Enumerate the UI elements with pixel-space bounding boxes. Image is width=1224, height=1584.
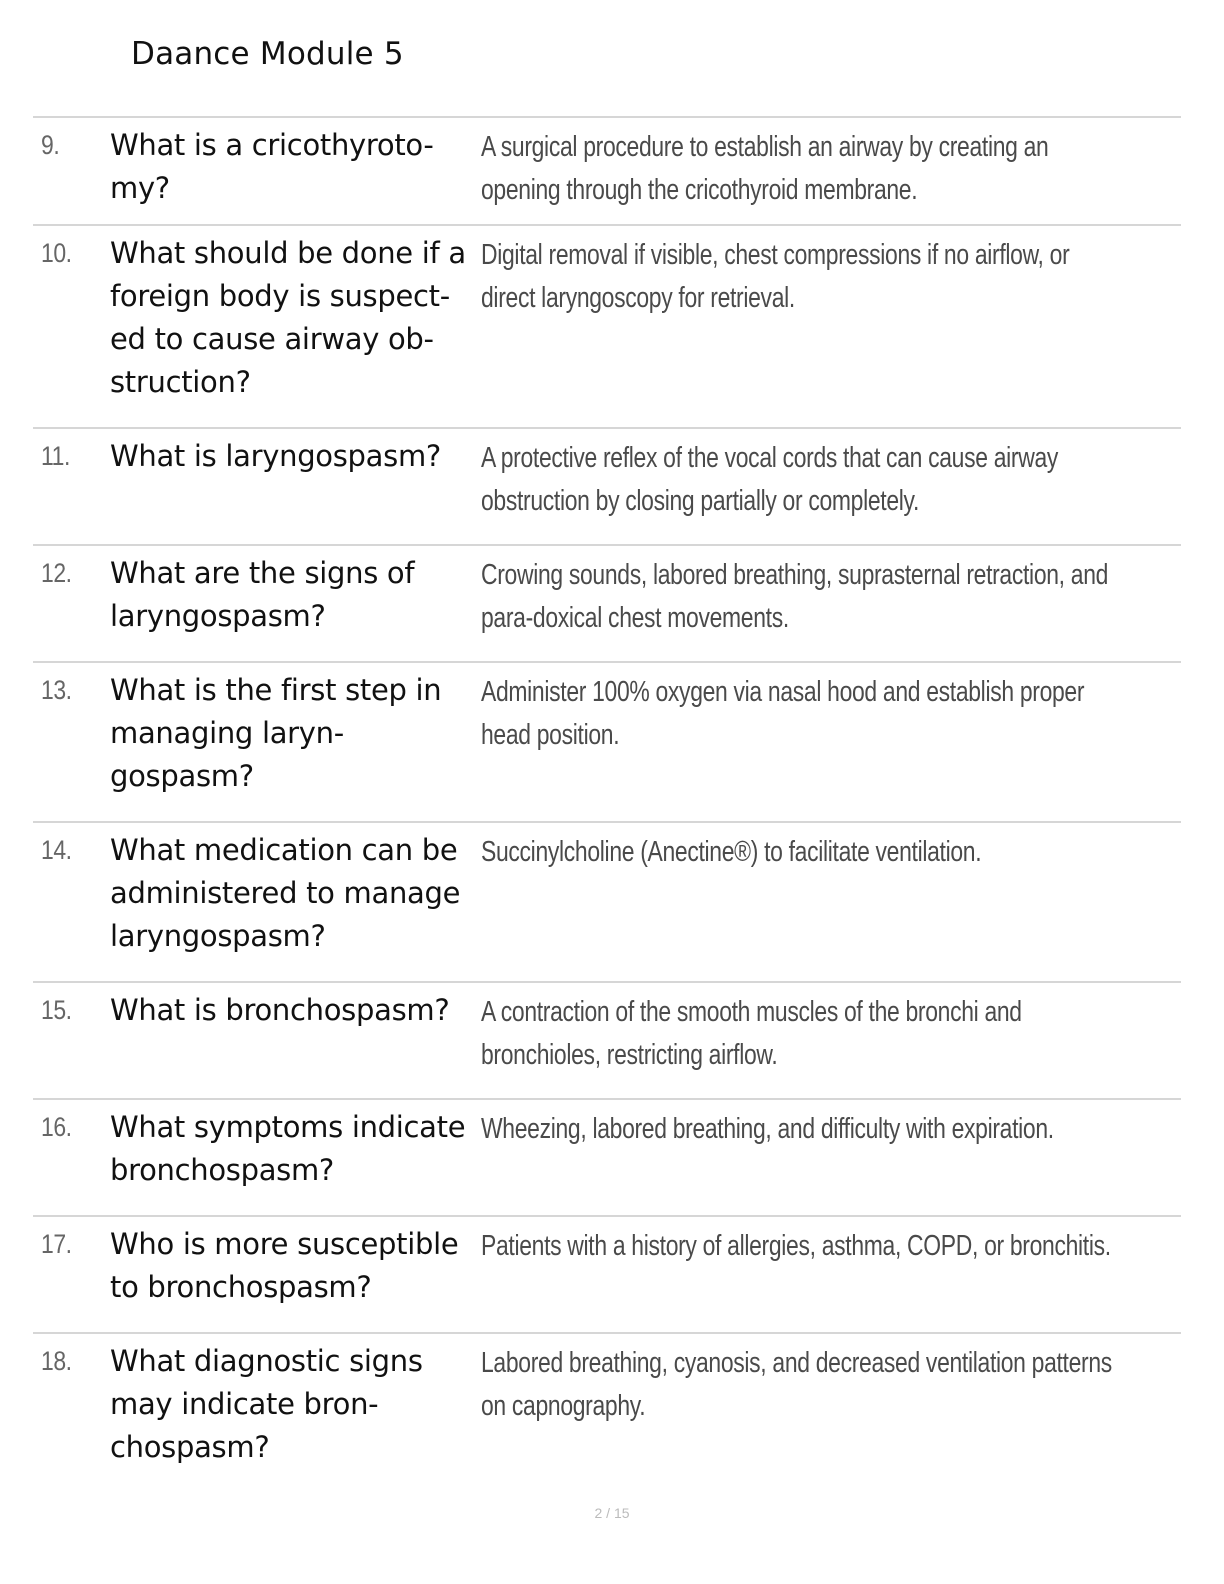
answer-text: Wheezing, labored breathing, and difficulty with expiration. [481, 1113, 1054, 1145]
question-text: What are the signs of laryngospasm? [110, 556, 415, 633]
answer-text: A protective reflex of the vocal cords that can cause airway obstruction by closing partially or completely. [481, 442, 1059, 517]
answer-text: A contraction of the smooth muscles of the bronchi and bronchioles, restricting airflow. [481, 996, 1022, 1071]
answer-text: A surgical procedure to establish an airway by creating an opening through the cricothyroid membrane. [481, 131, 1049, 206]
table-row [33, 983, 1181, 1100]
item-number: 18. [41, 1346, 72, 1376]
question-text: Who is more susceptible to bronchospasm? [110, 1227, 459, 1304]
question-text: What medication can be administered to manage laryngospasm? [110, 833, 461, 953]
question-text: What is bronchospasm? [110, 993, 450, 1027]
item-number: 14. [41, 835, 72, 865]
item-number: 15. [41, 995, 72, 1025]
table-row [33, 823, 1181, 983]
question-text: What diagnostic signs may indicate bron-chospasm? [110, 1344, 423, 1464]
page-number: 2 / 15 [594, 1505, 630, 1521]
question-text: What symptoms indicate bronchospasm? [110, 1110, 466, 1187]
question-text: What is a cricothyroto-my? [110, 128, 434, 205]
answer-text: Digital removal if visible, chest compressions if no airflow, or direct laryngoscopy for retrieval. [481, 239, 1070, 314]
answer-text: Patients with a history of allergies, asthma, COPD, or bronchitis. [481, 1230, 1111, 1262]
flashcard-table [33, 116, 1181, 1484]
table-row [33, 1334, 1181, 1484]
table-row [33, 546, 1181, 663]
item-number: 10. [41, 238, 72, 268]
answer-text: Crowing sounds, labored breathing, suprasternal retraction, and para-doxical chest movements. [481, 559, 1109, 634]
item-number: 16. [41, 1112, 72, 1142]
item-number: 12. [41, 558, 72, 588]
table-row [33, 226, 1181, 429]
answer-text: Administer 100% oxygen via nasal hood and establish proper head position. [481, 676, 1085, 751]
page-title: Daance Module 5 [131, 36, 404, 72]
item-number: 9. [41, 130, 60, 160]
question-text: What is laryngospasm? [110, 439, 441, 473]
answer-text: Succinylcholine (Anectine®) to facilitate ventilation. [481, 836, 982, 868]
item-number: 11. [41, 441, 70, 471]
question-text: What should be done if a foreign body is suspect-ed to cause airway ob-struction? [110, 236, 466, 399]
table-row [33, 1100, 1181, 1217]
answer-text: Labored breathing, cyanosis, and decreased ventilation patterns on capnography. [481, 1347, 1112, 1422]
item-number: 17. [41, 1229, 72, 1259]
table-row [33, 118, 1181, 226]
item-number: 13. [41, 675, 72, 705]
table-row [33, 1217, 1181, 1334]
question-text: What is the first step in managing laryn-gospasm? [110, 673, 442, 793]
table-row [33, 429, 1181, 546]
table-row [33, 663, 1181, 823]
